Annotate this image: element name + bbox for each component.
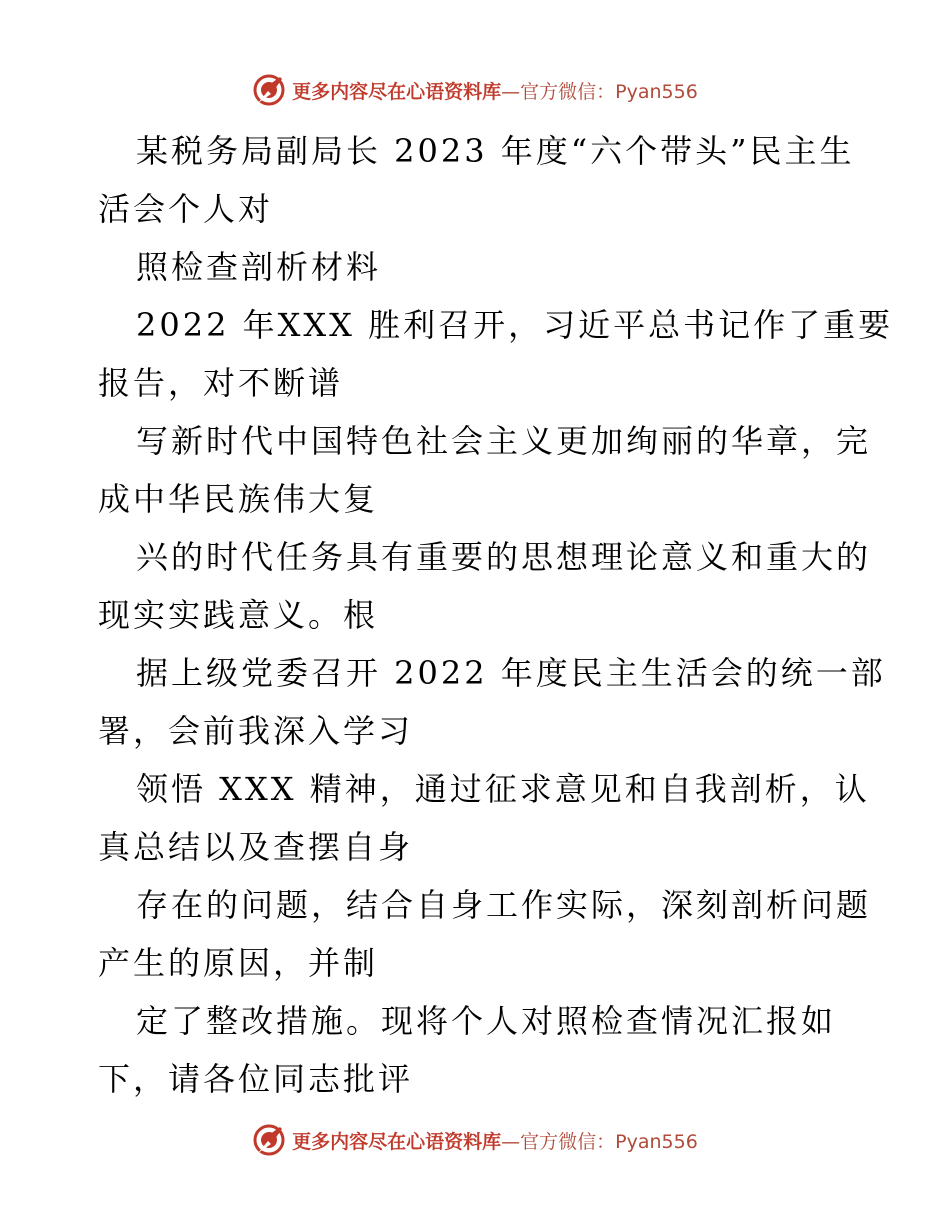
document-line: 写新时代中国特色社会主义更加绚丽的华章，完 xyxy=(136,422,872,460)
document-line: 领悟 XXX 精神，通过征求意见和自我剖析，认 xyxy=(136,770,870,808)
document-line: 兴的时代任务具有重要的思想理论意义和重大的 xyxy=(136,538,872,576)
watermark-main: 更多内容尽在心语资料库 xyxy=(292,80,502,103)
watermark-main: 更多内容尽在心语资料库 xyxy=(292,1130,502,1153)
document-line: 存在的问题，结合自身工作实际，深刻剖析问题 xyxy=(136,886,872,924)
watermark-header xyxy=(0,70,950,110)
document-line: 报告，对不断谱 xyxy=(98,364,344,402)
watermark-footer xyxy=(0,1120,950,1160)
document-line: 某税务局副局长 2023 年度“六个带头”民主生 xyxy=(136,132,855,170)
document-line: 2022 年XXX 胜利召开，习近平总书记作了重要 xyxy=(136,306,894,344)
watermark-sub: 官方微信：Pyan556 xyxy=(520,80,698,103)
document-line: 产生的原因，并制 xyxy=(98,944,379,982)
document-line: 照检查剖析材料 xyxy=(136,248,382,286)
document-line: 署，会前我深入学习 xyxy=(98,712,414,750)
watermark-text xyxy=(292,1127,698,1154)
watermark-text xyxy=(292,77,698,104)
document-line: 活会个人对 xyxy=(98,190,274,228)
document-line: 据上级党委召开 2022 年度民主生活会的统一部 xyxy=(136,654,886,692)
pen-logo-icon xyxy=(252,73,286,107)
watermark-sub: 官方微信：Pyan556 xyxy=(520,1130,698,1153)
document-body xyxy=(98,122,894,1108)
watermark-separator: — xyxy=(501,1130,521,1153)
document-line: 定了整改措施。现将个人对照检查情况汇报如 xyxy=(136,1002,837,1040)
document-line: 真总结以及查摆自身 xyxy=(98,828,414,866)
document-line: 成中华民族伟大复 xyxy=(98,480,379,518)
document-line: 下，请各位同志批评 xyxy=(98,1060,414,1098)
watermark-separator: — xyxy=(501,80,521,103)
pen-logo-icon xyxy=(252,1123,286,1157)
document-line: 现实实践意义。根 xyxy=(98,596,379,634)
